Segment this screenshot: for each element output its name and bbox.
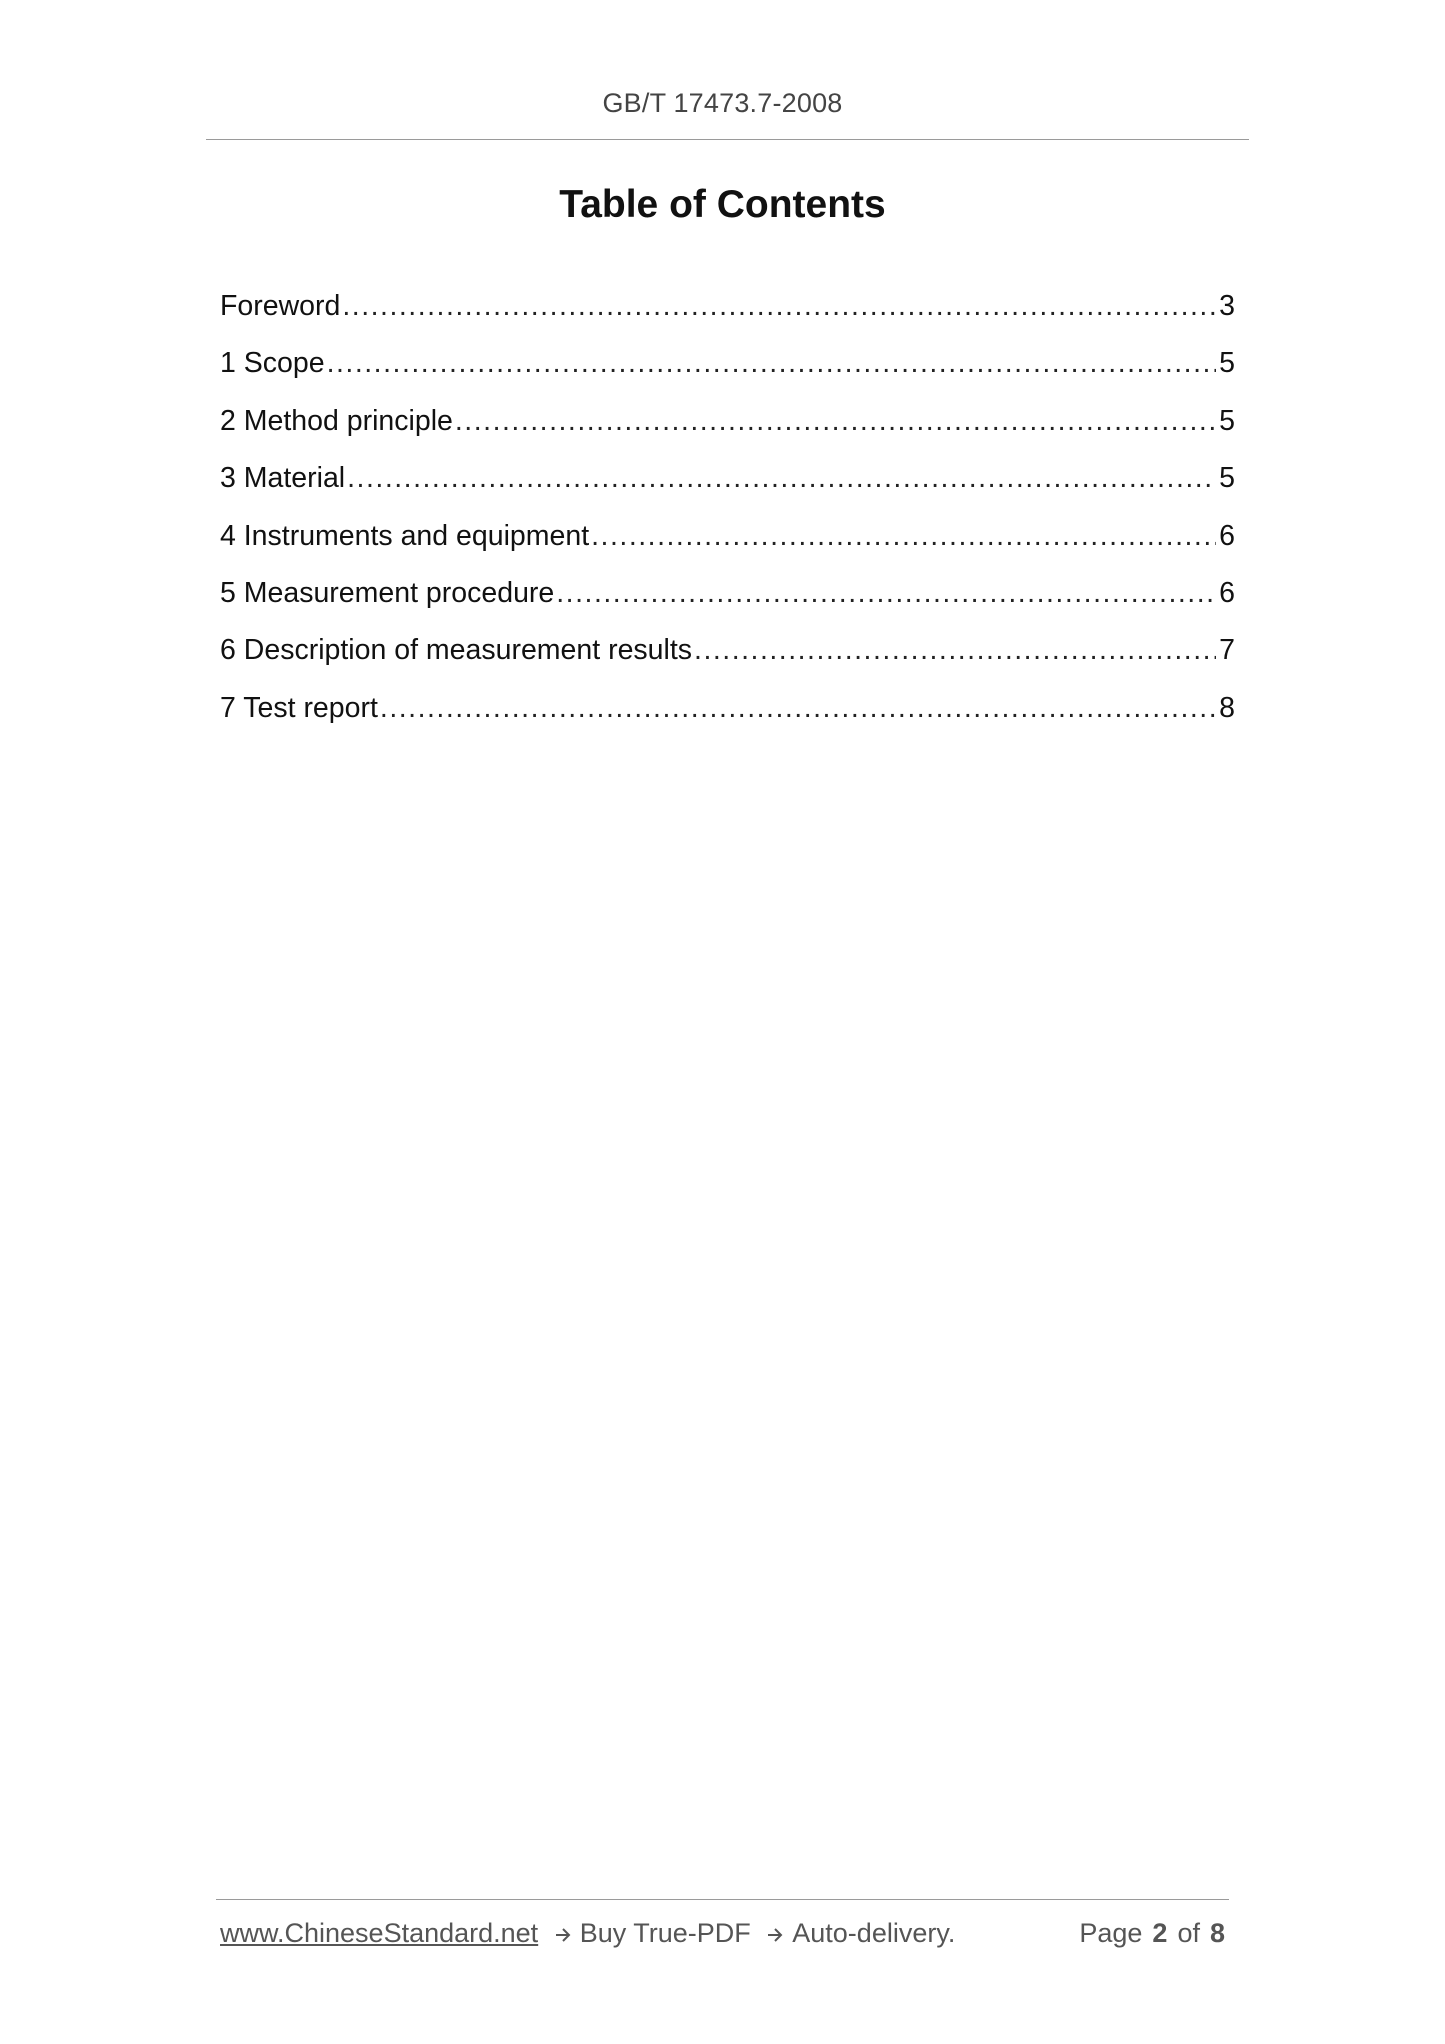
site-link[interactable]: www.ChineseStandard.net — [220, 1918, 539, 1948]
page-title: Table of Contents — [559, 183, 886, 226]
page-footer — [220, 1918, 1225, 1958]
toc-entry-label: 5 Measurement procedure — [220, 576, 555, 609]
footer-promo — [220, 1918, 955, 1949]
toc-dot-leader — [455, 405, 1216, 438]
right-arrow-icon — [766, 1918, 784, 1949]
toc-entry-test-report[interactable] — [220, 692, 1235, 749]
toc-entry-instruments[interactable] — [220, 520, 1235, 577]
toc-entry-label: Foreword — [220, 290, 341, 322]
toc-entry-scope[interactable] — [220, 347, 1235, 404]
toc-entry-label: 4 Instruments and equipment — [220, 519, 590, 552]
toc-dot-leader — [342, 290, 1216, 323]
total-page-count: 8 — [1209, 1918, 1225, 1948]
toc-dot-leader — [327, 347, 1217, 380]
toc-entry-page: 8 — [1219, 691, 1235, 724]
toc-entry-page: 6 — [1219, 519, 1235, 552]
page-word: Page — [1079, 1918, 1143, 1948]
toc-entry-page: 3 — [1219, 290, 1235, 322]
of-word: of — [1177, 1918, 1200, 1948]
header-divider — [206, 139, 1249, 140]
page-number-indicator — [1079, 1918, 1225, 1949]
toc-entry-label: 6 Description of measurement results — [220, 634, 693, 667]
toc-entry-page: 6 — [1219, 576, 1235, 609]
toc-dot-leader — [347, 462, 1216, 495]
document-code-header: GB/T 17473.7-2008 — [602, 88, 843, 118]
toc-dot-leader — [591, 520, 1216, 553]
toc-entry-page: 7 — [1219, 634, 1235, 667]
toc-entry-foreword[interactable] — [220, 290, 1235, 347]
toc-entry-label: 1 Scope — [220, 347, 325, 380]
footer-divider — [216, 1899, 1229, 1900]
auto-delivery-text: Auto-delivery. — [792, 1918, 956, 1948]
toc-entry-material[interactable] — [220, 462, 1235, 519]
toc-entry-page: 5 — [1219, 404, 1235, 437]
toc-dot-leader — [694, 634, 1216, 667]
toc-entry-page: 5 — [1219, 462, 1235, 495]
toc-entry-results-description[interactable] — [220, 634, 1235, 691]
toc-entry-label: 2 Method principle — [220, 404, 453, 437]
toc-entry-label: 7 Test report — [220, 691, 378, 724]
right-arrow-icon — [554, 1918, 572, 1949]
toc-entry-page: 5 — [1219, 347, 1235, 380]
table-of-contents — [220, 290, 1235, 749]
toc-entry-method-principle[interactable] — [220, 405, 1235, 462]
buy-true-pdf-text: Buy True-PDF — [579, 1918, 751, 1948]
toc-dot-leader — [380, 692, 1216, 725]
toc-entry-label: 3 Material — [220, 462, 346, 495]
toc-entry-measurement-procedure[interactable] — [220, 577, 1235, 634]
current-page-number: 2 — [1152, 1918, 1168, 1948]
toc-dot-leader — [556, 577, 1216, 610]
